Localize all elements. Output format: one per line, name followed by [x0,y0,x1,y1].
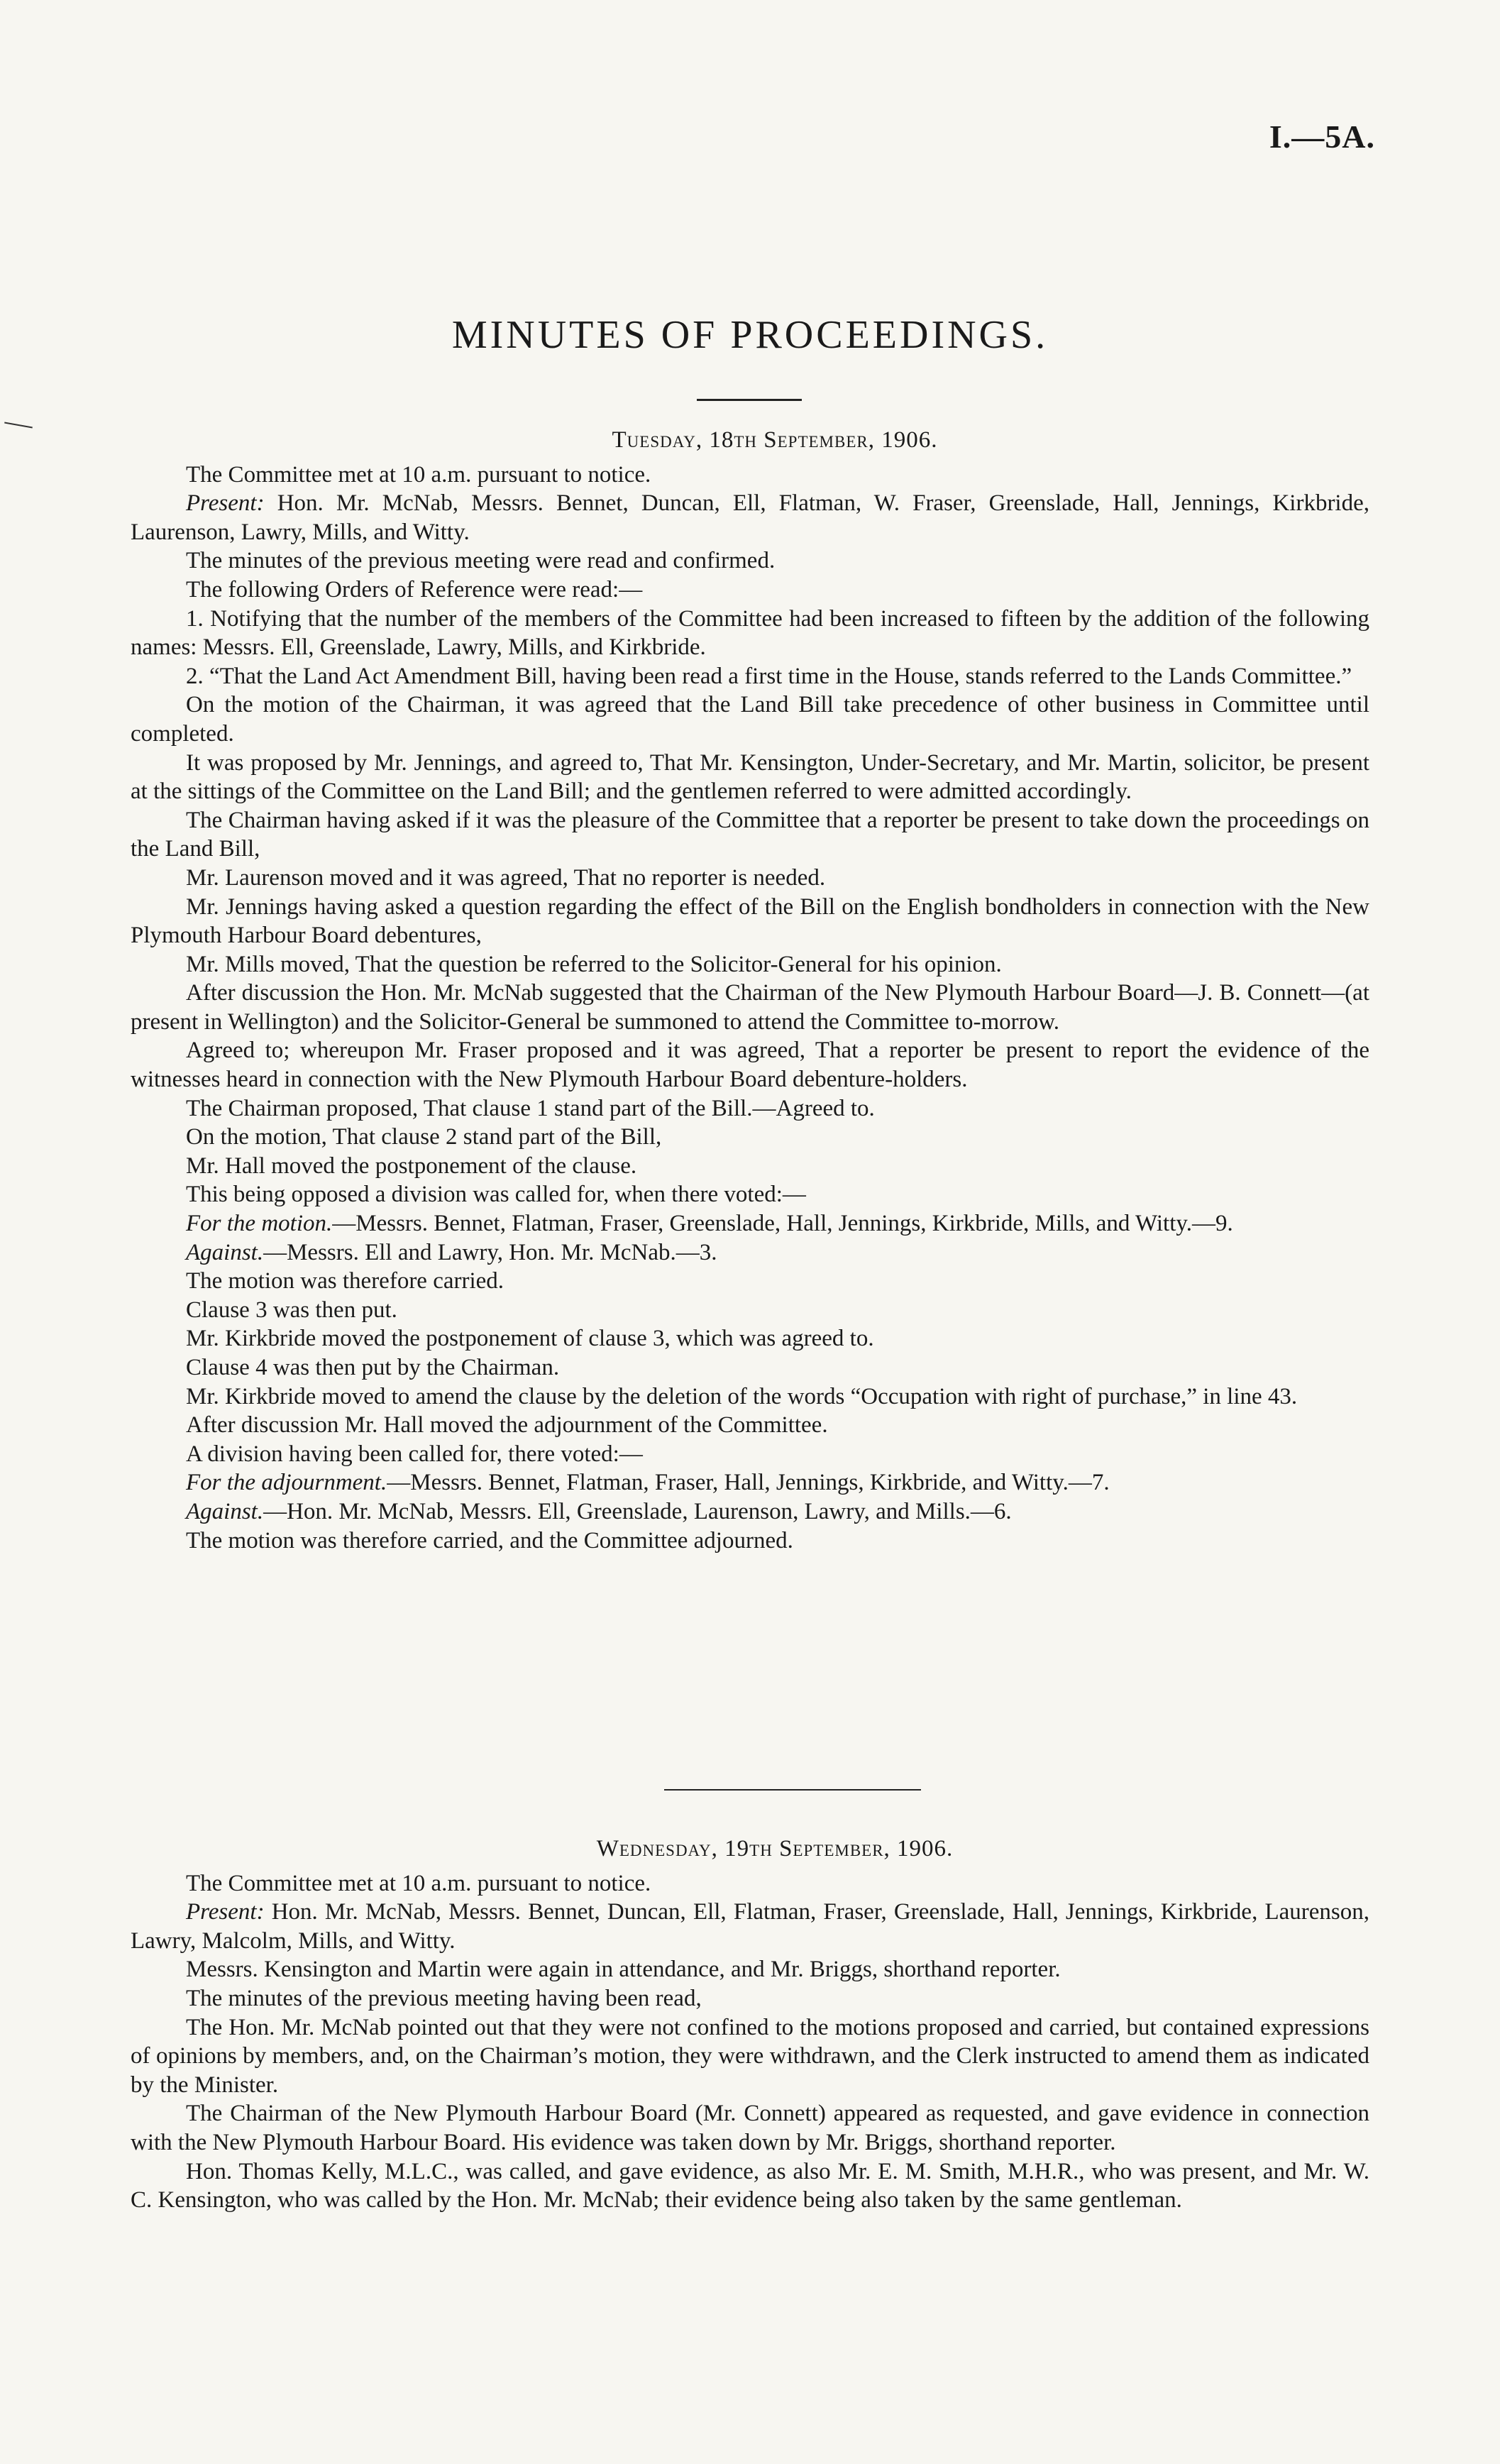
minute-paragraph [131,1527,1369,1556]
paragraph-text: The motion was therefore carried, and the Committee adjourned. [186,1527,793,1553]
minute-paragraph [131,691,1369,748]
paragraph-text: —Messrs. Ell and Lawry, Hon. Mr. McNab.—3. [263,1239,717,1265]
minute-paragraph [131,979,1369,1036]
paragraph-text: The Committee met at 10 a.m. pursuant to notice. [186,1870,651,1896]
minute-paragraph [131,1238,1369,1267]
minute-paragraph [131,1984,1369,2013]
paragraph-label: Against. [186,1239,264,1265]
minute-paragraph [131,950,1369,979]
minute-paragraph [131,1209,1369,1238]
section-divider [664,1789,921,1791]
paragraph-text: The Hon. Mr. McNab pointed out that they were not confined to the motions proposed and carried, but contained expressions of opinions by members, and, on the Chairman’s motion, they were withdrawn, and the Clerk instructed to amend them as indicated by the Minister. [131,2014,1369,2098]
minute-paragraph [131,1382,1369,1412]
minute-paragraph [131,2157,1369,2215]
paragraph-text: 2. “That the Land Act Amendment Bill, having been read a first time in the House, stands referred to the Lands Committee.” [186,663,1352,689]
minute-paragraph [131,576,1369,605]
paragraph-text: The minutes of the previous meeting were read and confirmed. [186,548,776,574]
minute-paragraph [131,1497,1369,1527]
paragraph-text: This being opposed a division was called for, when there voted:— [186,1182,806,1208]
paragraph-text: Mr. Hall moved the postponement of the clause. [186,1153,637,1179]
minute-paragraph [131,1324,1369,1353]
paragraph-text: —Messrs. Bennet, Flatman, Fraser, Greenslade, Hall, Jennings, Kirkbride, Mills, and Witty.—9. [332,1211,1233,1237]
paragraph-text: —Messrs. Bennet, Flatman, Fraser, Hall, Jennings, Kirkbride, and Witty.—7. [387,1470,1110,1496]
paragraph-text: The following Orders of Reference were read:— [186,576,643,603]
paragraph-text: The Chairman of the New Plymouth Harbour Board (Mr. Connett) appeared as requested, and gave evidence in connection with the New Plymouth Harbour Board. His evidence was taken down by Mr. Briggs, shorthand reporter. [131,2101,1369,2155]
paragraph-text: Agreed to; whereupon Mr. Fraser proposed and it was agreed, That a reporter be present to report the evidence of the witnesses heard in connection with the New Plymouth Harbour Board debenture-holders. [131,1038,1369,1093]
minute-paragraph [131,1869,1369,1898]
paragraph-text: After discussion the Hon. Mr. McNab suggested that the Chairman of the New Plymouth Harbour Board—J. B. Connett—(at present in Wellington) and the Solicitor-General be summoned to attend the Committee to-morrow. [131,980,1369,1035]
section-tuesday [131,426,1369,1555]
page-reference: I.—5A. [1269,119,1375,155]
title-rule [697,399,802,401]
paragraph-label: Present: [186,1899,265,1925]
paragraph-text: On the motion, That clause 2 stand part of the Bill, [186,1124,662,1150]
document-title: MINUTES OF PROCEEDINGS. [451,313,1049,357]
paragraph-text: Mr. Jennings having asked a question regarding the effect of the Bill on the English bondholders in connection with the New Plymouth Harbour Board debentures, [131,893,1369,949]
minute-paragraph [131,1353,1369,1382]
minute-paragraph [131,489,1369,546]
minute-paragraph [131,1180,1369,1209]
paragraph-text: Mr. Mills moved, That the question be referred to the Solicitor-General for his opinion. [186,951,1002,977]
minute-paragraph [131,1898,1369,1955]
minute-paragraph [131,1296,1369,1325]
paragraph-label: Against. [186,1498,264,1524]
section-body [131,461,1369,1556]
paragraph-text: On the motion of the Chairman, it was agreed that the Land Bill take precedence of other business in Committee until completed. [131,692,1369,747]
minute-paragraph [131,806,1369,864]
section-body [131,1869,1369,2215]
minute-paragraph [131,461,1369,490]
paragraph-text: Mr. Laurenson moved and it was agreed, That no reporter is needed. [186,864,826,891]
minute-paragraph [131,1468,1369,1497]
paragraph-text: The Committee met at 10 a.m. pursuant to notice. [186,461,651,488]
paragraph-text: Clause 4 was then put by the Chairman. [186,1355,560,1380]
paragraph-text: Messrs. Kensington and Martin were again in attendance, and Mr. Briggs, shorthand reporter. [186,1957,1061,1983]
paragraph-text: Hon. Mr. McNab, Messrs. Bennet, Duncan, Ell, Flatman, W. Fraser, Greenslade, Hall, Jennings, Kirkbride, Laurenson, Lawry, Mills, and Witty. [131,490,1369,545]
paragraph-text: The Chairman having asked if it was the pleasure of the Committee that a reporter be present to take down the proceedings on the Land Bill, [131,807,1369,862]
section-wednesday [131,1835,1369,2215]
minute-paragraph [131,2013,1369,2100]
paragraph-text: The motion was therefore carried. [186,1268,504,1294]
minute-paragraph [131,546,1369,576]
paragraph-text: 1. Notifying that the number of the members of the Committee had been increased to fifteen by the addition of the following names: Messrs. Ell, Greenslade, Lawry, Mills, and Kirkbride. [131,605,1369,661]
paragraph-text: Mr. Kirkbride moved to amend the clause by the deletion of the words “Occupation with right of purchase,” in line 43. [186,1383,1298,1409]
paragraph-text: After discussion Mr. Hall moved the adjournment of the Committee. [186,1412,828,1439]
paragraph-text: Hon. Thomas Kelly, M.L.C., was called, and gave evidence, as also Mr. E. M. Smith, M.H.R., who was present, and Mr. W. C. Kensington, who was called by the Hon. Mr. McNab; their evidence being also taken by the same gentleman. [131,2158,1369,2213]
minute-paragraph [131,605,1369,662]
minute-paragraph [131,2099,1369,2157]
minute-paragraph [131,1152,1369,1181]
paragraph-text: The minutes of the previous meeting having been read, [186,1985,702,2011]
section-date: Wednesday, 19th September, 1906. [596,1836,954,1861]
minute-paragraph [131,864,1369,893]
minute-paragraph [131,1955,1369,1984]
minute-paragraph [131,1036,1369,1094]
minute-paragraph [131,749,1369,806]
paragraph-text: A division having been called for, there voted:— [186,1441,643,1467]
paragraph-label: For the adjournment. [186,1470,387,1496]
paragraph-text: —Hon. Mr. McNab, Messrs. Ell, Greenslade, Laurenson, Lawry, and Mills.—6. [263,1498,1012,1524]
minute-paragraph [131,893,1369,950]
minute-paragraph [131,662,1369,691]
paragraph-text: The Chairman proposed, That clause 1 stand part of the Bill.—Agreed to. [186,1095,875,1121]
paragraph-label: For the motion. [186,1211,333,1237]
paragraph-text: Clause 3 was then put. [186,1297,397,1323]
minute-paragraph [131,1440,1369,1469]
section-date: Tuesday, 18th September, 1906. [612,427,938,453]
minute-paragraph [131,1123,1369,1152]
minute-paragraph [131,1094,1369,1123]
margin-mark [4,422,33,429]
paragraph-label: Present: [186,490,265,517]
paragraph-text: It was proposed by Mr. Jennings, and agreed to, That Mr. Kensington, Under-Secretary, and Mr. Martin, solicitor, be present at the sittings of the Committee on the Land Bill; and the gentlemen referred to were admitted accordingly. [131,749,1369,805]
minute-paragraph [131,1267,1369,1296]
minute-paragraph [131,1411,1369,1440]
paragraph-text: Hon. Mr. McNab, Messrs. Bennet, Duncan, Ell, Flatman, Fraser, Greenslade, Hall, Jennings, Kirkbride, Laurenson, Lawry, Malcolm, Mills, and Witty. [131,1899,1369,1954]
paragraph-text: Mr. Kirkbride moved the postponement of clause 3, which was agreed to. [186,1326,874,1352]
